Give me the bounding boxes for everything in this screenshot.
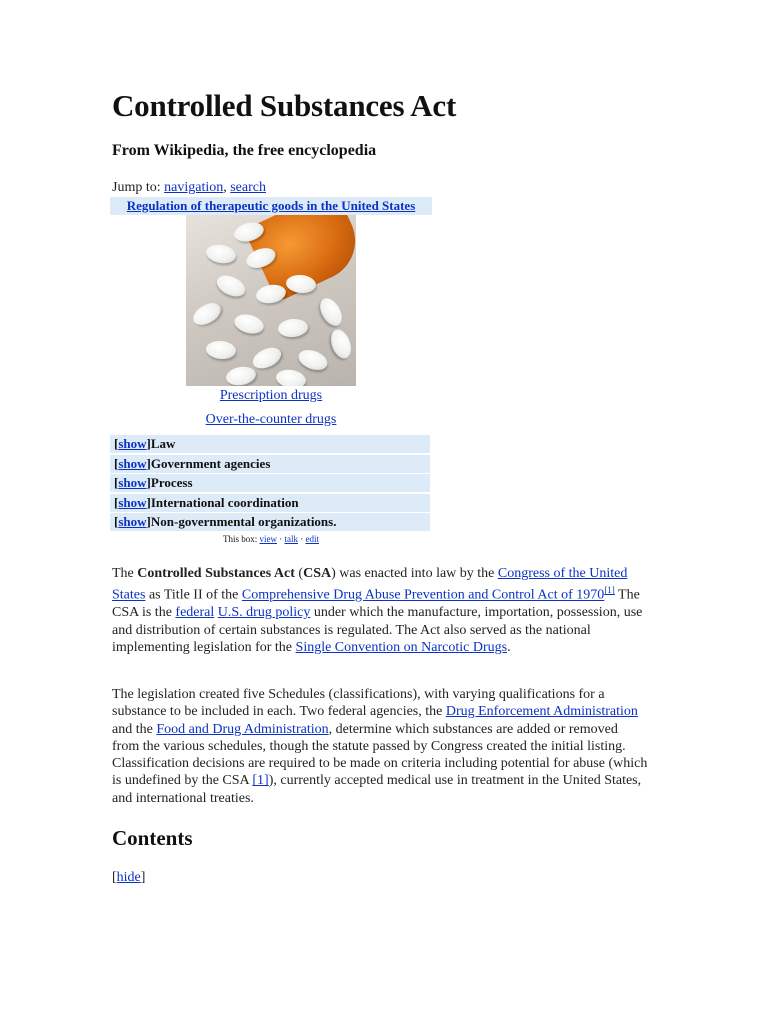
infobox-section-government-agencies: [show]Government agencies bbox=[110, 455, 430, 473]
schedules-paragraph bbox=[112, 686, 648, 807]
hide-link[interactable]: hide bbox=[116, 870, 141, 885]
dea-link[interactable]: Drug Enforcement Administration bbox=[445, 704, 638, 720]
jump-search-link[interactable]: search bbox=[230, 180, 266, 195]
infobox-section-international-coordination: [show]International coordination bbox=[110, 494, 430, 512]
article-subtitle: From Wikipedia, the free encyclopedia bbox=[112, 142, 377, 159]
navbox-separator: · bbox=[298, 534, 306, 544]
jump-to-bar bbox=[112, 180, 266, 196]
text-run: The bbox=[112, 566, 138, 581]
navbox-label: This box: bbox=[222, 534, 260, 544]
navbox-view-link[interactable]: view bbox=[259, 534, 277, 544]
comprehensive-act-link[interactable]: Comprehensive Drug Abuse Prevention and Control Act of 1970 bbox=[241, 587, 605, 603]
text-run: . bbox=[507, 639, 511, 655]
text-run: ( bbox=[294, 566, 304, 581]
article-title: Controlled Substances Act bbox=[112, 88, 457, 123]
navbox-talk-link[interactable]: talk bbox=[284, 534, 298, 544]
text-run: ) was enacted into law by the bbox=[331, 566, 498, 581]
infobox-header bbox=[110, 197, 432, 215]
reference-link[interactable]: [1] bbox=[252, 773, 269, 789]
text-run: under which the manufacture, importation, possession, use and distribution of certain substances is regulated. The Act also served as the national implementing legislation for the bbox=[112, 605, 643, 655]
bracket: ] bbox=[140, 870, 146, 885]
text-run: The CSA is the bbox=[112, 587, 640, 621]
drug-policy-link[interactable]: U.S. drug policy bbox=[217, 605, 311, 621]
bracket: [ bbox=[112, 870, 117, 885]
pill-shape bbox=[214, 272, 249, 301]
show-toggle[interactable]: show bbox=[118, 495, 147, 510]
section-label: International coordination bbox=[150, 495, 299, 510]
text-run: ), currently accepted medical use in treatment in the United States, and international treaties. bbox=[112, 773, 642, 806]
pill-shape bbox=[225, 365, 258, 386]
text-run: The legislation created five Schedules (classifications), with varying qualifications for a substance to be included in each. Two federal agencies, the bbox=[112, 687, 605, 720]
infobox-section-process: [show]Process bbox=[110, 474, 430, 492]
show-toggle[interactable]: show bbox=[118, 514, 147, 529]
bold-term: Controlled Substances Act bbox=[137, 566, 295, 581]
pill-shape bbox=[277, 318, 308, 339]
contents-hide-toggle bbox=[112, 870, 145, 886]
section-label: Non-governmental organizations. bbox=[150, 514, 337, 529]
caption-prescription-drugs bbox=[110, 388, 432, 404]
show-toggle[interactable]: show bbox=[118, 475, 147, 490]
section-label: Law bbox=[150, 436, 176, 451]
pill-shape bbox=[205, 243, 238, 266]
reference-link[interactable]: [1] bbox=[604, 585, 615, 596]
pill-shape bbox=[232, 311, 266, 336]
text-run: , determine which substances are added or removed from the various schedules, though the statute passed by Congress created the initial listing. Classification decisions are required to be made on criteria including potential for abuse (which is undefined by the CSA bbox=[112, 721, 648, 789]
bold-term: CSA bbox=[303, 566, 332, 581]
pill-shape bbox=[296, 346, 330, 373]
section-label: Government agencies bbox=[150, 456, 271, 471]
show-toggle[interactable]: show bbox=[118, 456, 147, 471]
caption-otc-drugs bbox=[110, 412, 432, 428]
contents-heading: Contents bbox=[112, 826, 193, 850]
jump-separator: , bbox=[223, 180, 231, 195]
pill-shape bbox=[250, 344, 285, 373]
text-run: as Title II of the bbox=[145, 587, 242, 603]
jump-navigation-link[interactable]: navigation bbox=[164, 180, 224, 195]
infobox-section-law: [show]Law bbox=[110, 435, 430, 453]
pill-shape bbox=[327, 327, 354, 361]
jump-to-label: Jump to: bbox=[112, 180, 165, 195]
prescription-drugs-link[interactable]: Prescription drugs bbox=[219, 388, 323, 403]
intro-paragraph bbox=[112, 565, 648, 656]
navbox-links bbox=[110, 534, 432, 544]
infobox-section-non-governmental-organizations: [show]Non-governmental organizations. bbox=[110, 513, 430, 531]
single-convention-link[interactable]: Single Convention on Narcotic Drugs bbox=[295, 639, 508, 655]
pill-shape bbox=[316, 295, 347, 330]
federal-link[interactable]: federal bbox=[175, 605, 215, 621]
navbox-edit-link[interactable]: edit bbox=[305, 534, 319, 544]
fda-link[interactable]: Food and Drug Administration bbox=[156, 721, 329, 737]
text-run: and the bbox=[112, 721, 157, 737]
otc-drugs-link[interactable]: Over-the-counter drugs bbox=[205, 412, 337, 427]
infobox-header-link[interactable]: Regulation of therapeutic goods in the United States bbox=[126, 198, 416, 213]
show-toggle[interactable]: show bbox=[118, 436, 147, 451]
navbox-separator: · bbox=[277, 534, 285, 544]
prescription-pills-image[interactable] bbox=[186, 215, 356, 386]
pill-shape bbox=[255, 283, 288, 306]
pill-shape bbox=[205, 340, 236, 361]
section-label: Process bbox=[150, 475, 193, 490]
congress-link[interactable]: Congress of the United States bbox=[112, 566, 628, 603]
pill-shape bbox=[275, 368, 308, 386]
pill-shape bbox=[190, 299, 225, 330]
